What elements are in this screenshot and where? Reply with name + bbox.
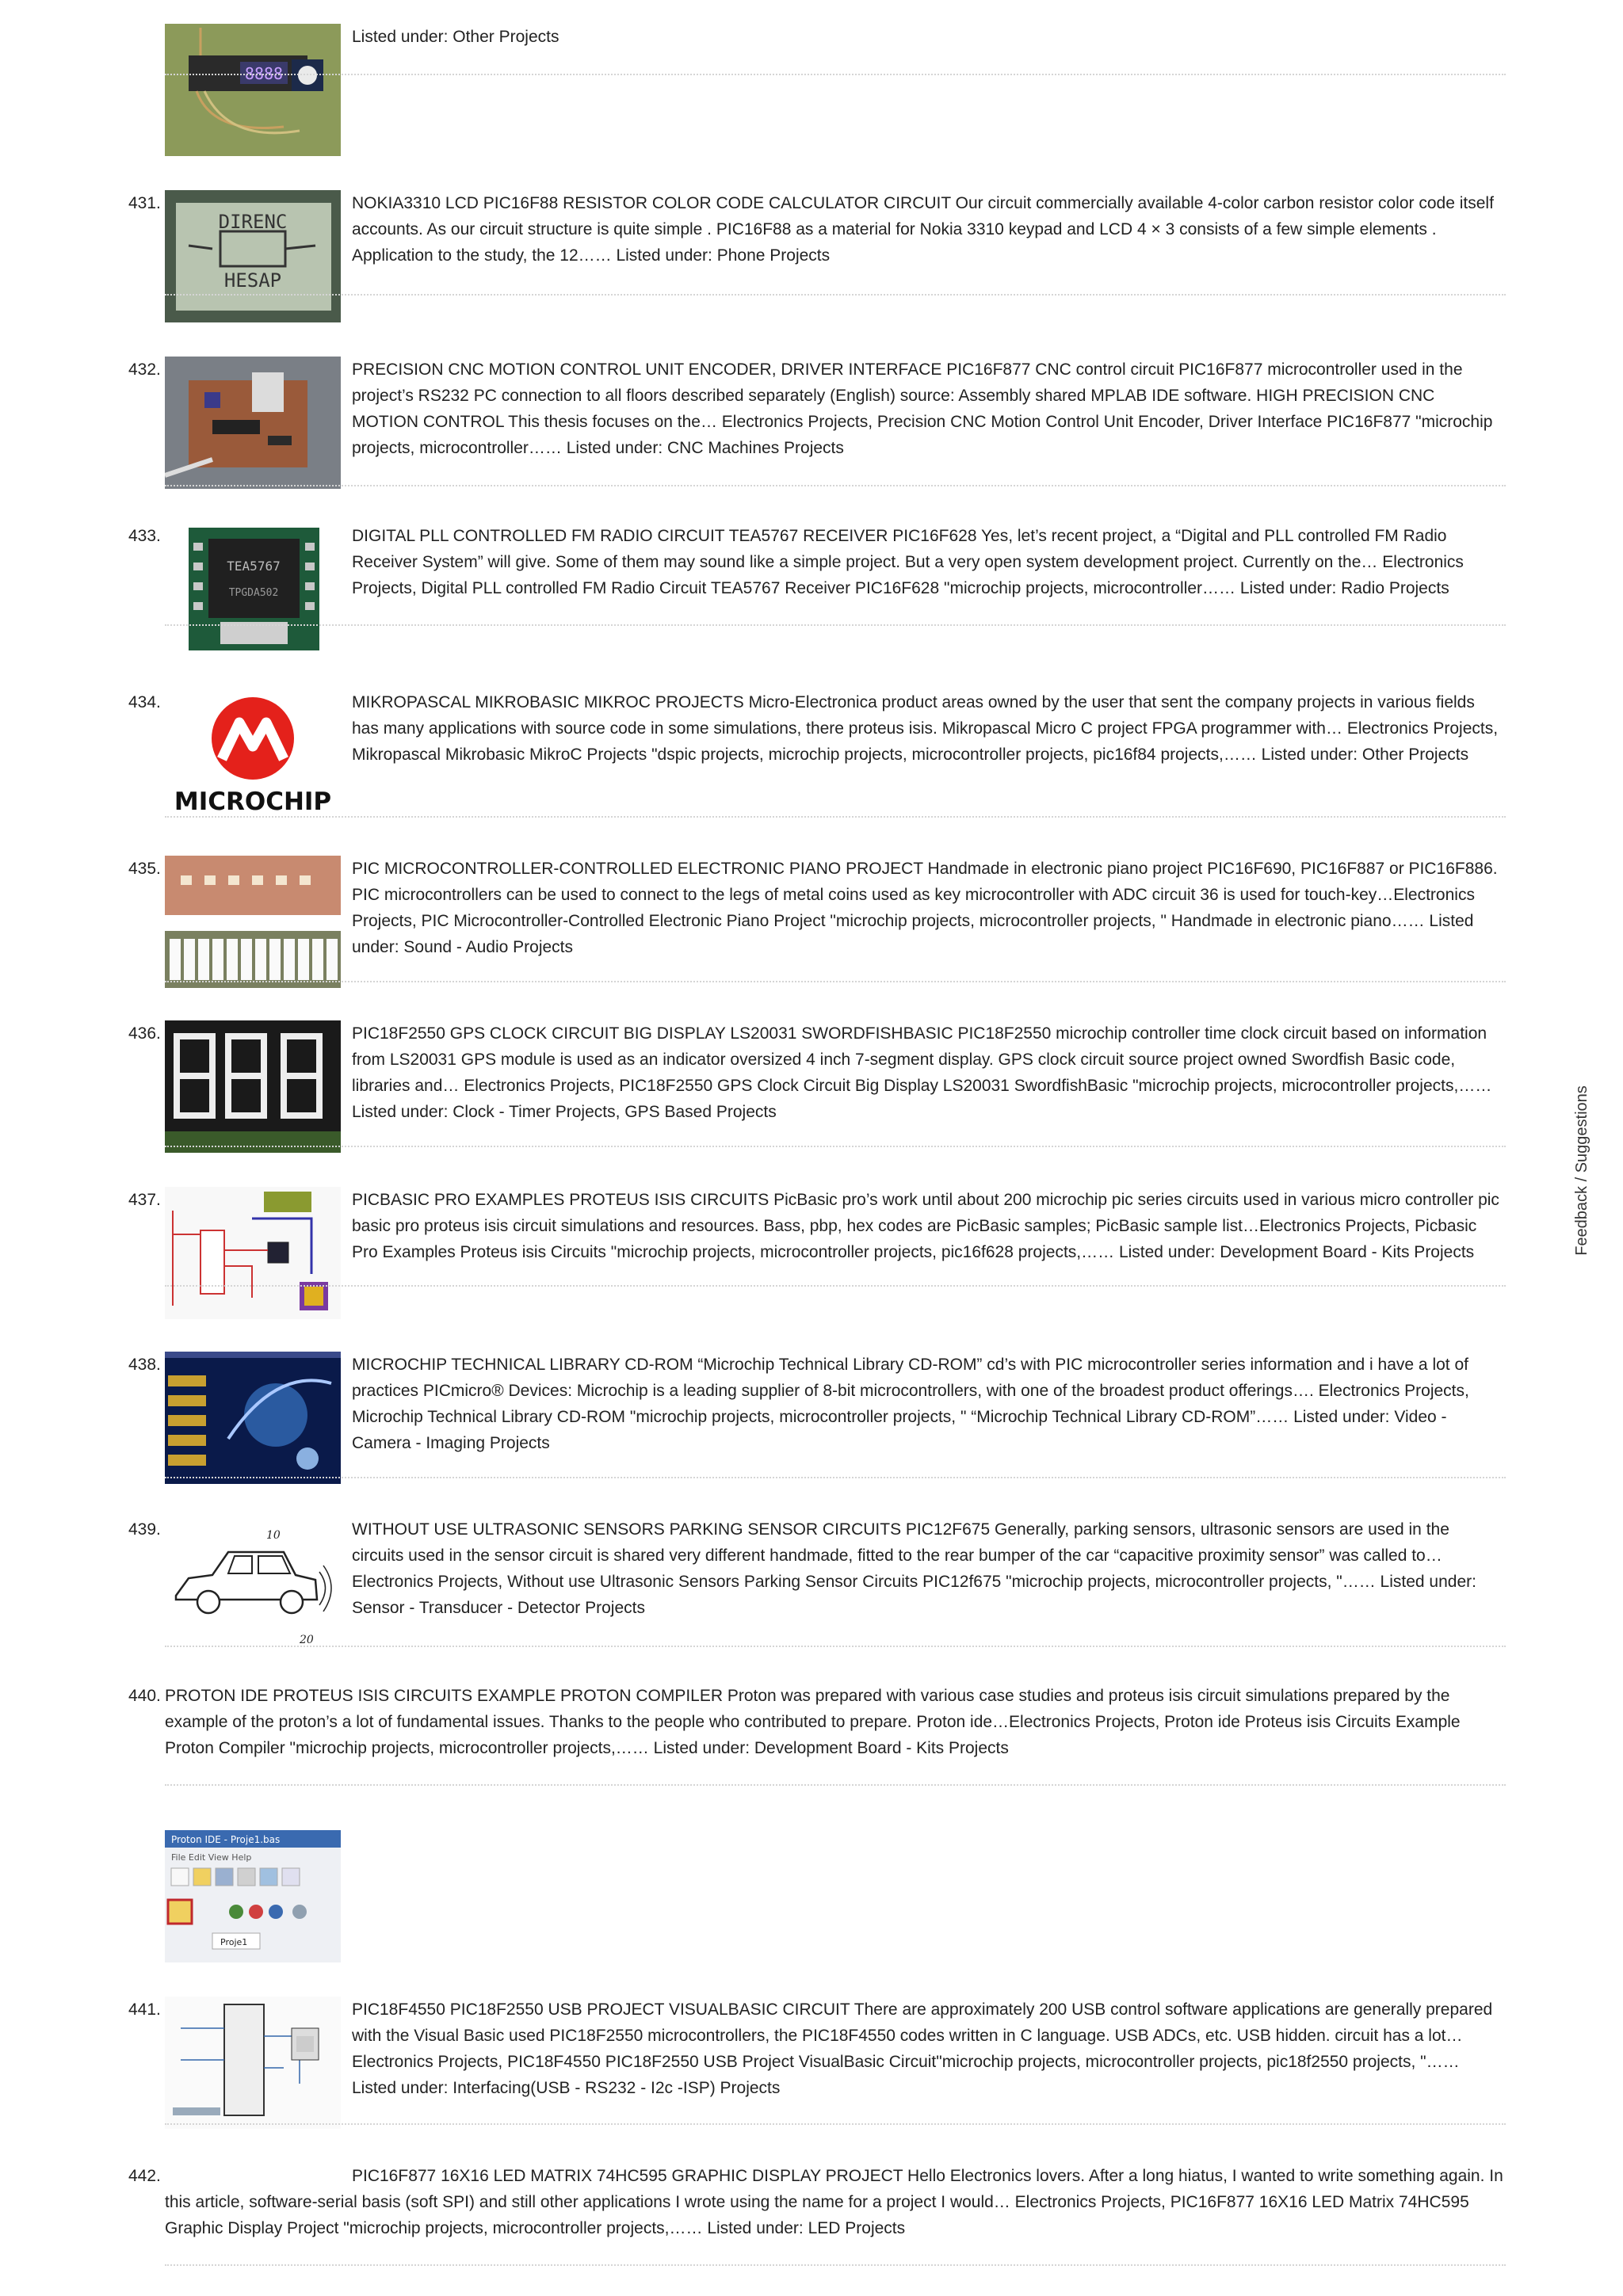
project-description: PIC16F877 16X16 LED MATRIX 74HC595 GRAPHIC DISPLAY PROJECT Hello Electronics lovers. After a long hiatus, I wanted to write something again. In this article, software-serial basis (soft SPI) and still other applications I wrote using the name for a project I would… Electronics Projects, PIC16F877 16X16 LED Matrix 74HC595 Graphic Display Project "microchip projects, microcontroller projects,…… Listed under: LED Projects (165, 2167, 1503, 2237)
list-number: 431. (128, 194, 161, 212)
list-number: 435. (128, 860, 161, 878)
project-thumbnail[interactable] (165, 190, 341, 322)
separator (165, 294, 1506, 296)
project-description: PIC MICROCONTROLLER-CONTROLLED ELECTRONIC PIANO PROJECT Handmade in electronic piano project PIC16F690, PIC16F887 or PIC16F886. PIC microcontrollers can be used to connect to the legs of metal coins used as key microcontroller with ADC circuit 36 is used for touch-key…Electronics Projects, PIC Microcontroller-Controlled Electronic Piano Project "microchip projects, microcontroller projects, " Handmade in electronic piano…… Listed under: Sound - Audio Projects (352, 860, 1498, 956)
seven-segment-display-image (165, 1020, 341, 1153)
window-title: Proton IDE - Proje1.bas (171, 1834, 281, 1845)
feedback-suggestions-tab[interactable] (1568, 1081, 1596, 1260)
separator (165, 1477, 1506, 1478)
list-number: 434. (128, 693, 161, 711)
proton-ide-screenshot-image (165, 1830, 341, 1962)
pcb-board-image (165, 357, 341, 489)
electronic-piano-image (165, 856, 341, 988)
lcd-text: DIRENC (218, 211, 288, 233)
cd-rom-screenshot-image (165, 1352, 341, 1484)
separator (165, 1146, 1506, 1147)
list-number: 436. (128, 1024, 161, 1043)
radio-module-image (165, 523, 341, 655)
logo-wordmark: MICROCHIP (174, 788, 332, 816)
separator (165, 485, 1506, 486)
separator (165, 1646, 1506, 1647)
project-description: MICROCHIP TECHNICAL LIBRARY CD-ROM “Microchip Technical Library CD-ROM” cd’s with PIC microcontroller series information and i have a lot of practices PICmicro® Devices: Microchip is a leading supplier of 8-bit microcontrollers, with one of the broadest product offerings…. Electronics Projects, Microchip Technical Library CD-ROM "microchip projects, microcontroller projects, " “Microchip Technical Library CD-ROM”…… Listed under: Video - Camera - Imaging Projects (352, 1356, 1469, 1452)
project-thumbnail[interactable] (165, 1830, 341, 1962)
usb-schematic-image (165, 1997, 341, 2129)
proteus-schematic-image (165, 1187, 341, 1319)
diagram-label: 20 (300, 1634, 314, 1646)
list-number: 442. (128, 2167, 161, 2185)
project-thumbnail[interactable] (165, 689, 341, 822)
list-number: 433. (128, 527, 161, 545)
separator (165, 624, 1506, 626)
project-description: PICBASIC PRO EXAMPLES PROTEUS ISIS CIRCUITS PicBasic pro’s work until about 200 microchip pic series circuits used in various micro controller pic basic pro proteus isis circuit simulations and resources. Bass, pbp, hex codes are PicBasic samples; PicBasic sample list…Electronics Projects, Picbasic Pro Examples Proteus isis Circuits "microchip projects, microcontroller projects, pic16f628 projects,…… Listed under: Development Board - Kits Projects (352, 1191, 1499, 1261)
project-description: WITHOUT USE ULTRASONIC SENSORS PARKING SENSOR CIRCUITS PIC12F675 Generally, parking sensors, ultrasonic sensors are used in the circuits used in the sensor circuit is shared very different handmade, fitted to the rear bumper of the car “capacitive proximity sensor” was called to…Electronics Projects, Without use Ultrasonic Sensors Parking Sensor Circuits PIC12f675 "microchip projects, microcontroller projects, "…… Listed under: Sensor - Transducer - Detector Projects (352, 1520, 1476, 1617)
circuit-board-image (165, 24, 341, 156)
chip-label: TEA5767 (227, 559, 281, 574)
lcd-text: HESAP (223, 269, 282, 292)
list-number: 441. (128, 2000, 161, 2019)
separator (165, 74, 1506, 75)
project-description: DIGITAL PLL CONTROLLED FM RADIO CIRCUIT TEA5767 RECEIVER PIC16F628 Yes, let’s recent project, a “Digital and PLL controlled FM Radio Receiver System” will give. Some of them may sound like a simple project. But a very open system development project. Currently on the… Electronics Projects, Digital PLL controlled FM Radio Circuit TEA5767 Receiver PIC16F628 "microchip projects, microcontroller…… Listed under: Radio Projects (352, 527, 1464, 597)
list-number: 437. (128, 1191, 161, 1209)
project-description: PIC18F2550 GPS CLOCK CIRCUIT BIG DISPLAY LS20031 SWORDFISHBASIC PIC18F2550 microchip controller time clock circuit based on information from LS20031 GPS module is used as an indicator oversized 4 inch 7-segment display. GPS clock circuit source project owned Swordfish Basic code, libraries and… Electronics Projects, PIC18F2550 GPS Clock Circuit Big Display LS20031 SwordfishBasic "microchip projects, microcontroller projects,…… Listed under: Clock - Timer Projects, GPS Based Projects (352, 1024, 1492, 1121)
separator (165, 816, 1506, 818)
separator (165, 1784, 1506, 1786)
separator (165, 1285, 1506, 1287)
project-description: PRECISION CNC MOTION CONTROL UNIT ENCODER, DRIVER INTERFACE PIC16F877 CNC control circuit PIC16F877 microcontroller used in the project’s RS232 PC connection to all floors described separately (English) source: Assembly shared MPLAB IDE software. HIGH PRECISION CNC MOTION CONTROL This thesis focuses on the… Electronics Projects, Precision CNC Motion Control Unit Encoder, Driver Interface PIC16F877 "microchip projects, microcontroller…… Listed under: CNC Machines Projects (352, 360, 1493, 457)
feedback-label: Feedback / Suggestions (1572, 1085, 1591, 1256)
project-thumbnail[interactable] (165, 856, 341, 988)
project-thumbnail[interactable] (165, 357, 341, 489)
editor-tab: Proje1 (220, 1937, 248, 1947)
list-number: 439. (128, 1520, 161, 1539)
separator (165, 2264, 1506, 2266)
project-thumbnail[interactable] (165, 24, 341, 156)
project-thumbnail[interactable] (165, 1516, 341, 1649)
project-thumbnail[interactable] (165, 1997, 341, 2129)
project-thumbnail[interactable] (165, 1187, 341, 1319)
menu-bar: File Edit View Help (171, 1852, 252, 1863)
lcd-screen-image (165, 190, 341, 322)
project-description: PROTON IDE PROTEUS ISIS CIRCUITS EXAMPLE PROTON COMPILER Proton was prepared with various case studies and proteus isis circuit simulations prepared by the example of the proton’s a lot of fundamental issues. Thanks to the people who contributed to prepare. Proton ide…Electronics Projects, Proton ide Proteus isis Circuits Example Proton Compiler "microchip projects, microcontroller projects,…… Listed under: Development Board - Kits Projects (165, 1687, 1461, 1757)
diagram-label: 10 (266, 1529, 281, 1542)
list-number: 438. (128, 1356, 161, 1374)
project-thumbnail[interactable] (165, 1352, 341, 1484)
project-thumbnail[interactable] (165, 523, 341, 655)
separator (165, 981, 1506, 982)
separator (165, 2123, 1506, 2125)
project-description: NOKIA3310 LCD PIC16F88 RESISTOR COLOR CODE CALCULATOR CIRCUIT Our circuit commercially available 4-color carbon resistor color code itself accounts. As our circuit structure is quite simple . PIC16F88 as a material for Nokia 3310 keypad and LCD 4 × 3 consists of a few simple elements . Application to the study, the 12…… Listed under: Phone Projects (352, 194, 1494, 265)
parking-sensor-car-diagram (165, 1516, 341, 1649)
project-description: PIC18F4550 PIC18F2550 USB PROJECT VISUALBASIC CIRCUIT There are approximately 200 USB control software applications are generally prepared with the Visual Basic used PIC18F2550 microcontrollers, the PIC18F4550 codes written in C language. USB ADCs, etc. USB hidden. circuit has a lot… Electronics Projects, PIC18F4550 PIC18F2550 USB Project VisualBasic Circuit"microchip projects, microcontroller projects, pic18f2550 projects, "…… Listed under: Interfacing(USB - RS232 - I2c -ISP) Projects (352, 2000, 1493, 2097)
svg-text:8888: 8888 (244, 64, 284, 83)
list-number: 432. (128, 360, 161, 379)
project-description: Listed under: Other Projects (352, 28, 559, 46)
microchip-logo-image (165, 689, 341, 822)
project-description: MIKROPASCAL MIKROBASIC MIKROC PROJECTS Micro-Electronica product areas owned by the user that sent the company projects in various fields has many applications with source code in some simulations, there proteus isis. Mikropascal Micro C project FPGA programmer with… Electronics Projects, Mikropascal Mikrobasic MikroC Projects "dspic projects, microchip projects, microcontroller projects, pic16f84 projects,…… Listed under: Other Projects (352, 693, 1499, 764)
chip-label: TPGDA502 (228, 587, 279, 599)
project-thumbnail[interactable] (165, 1020, 341, 1153)
list-number: 440. (128, 1687, 161, 1705)
